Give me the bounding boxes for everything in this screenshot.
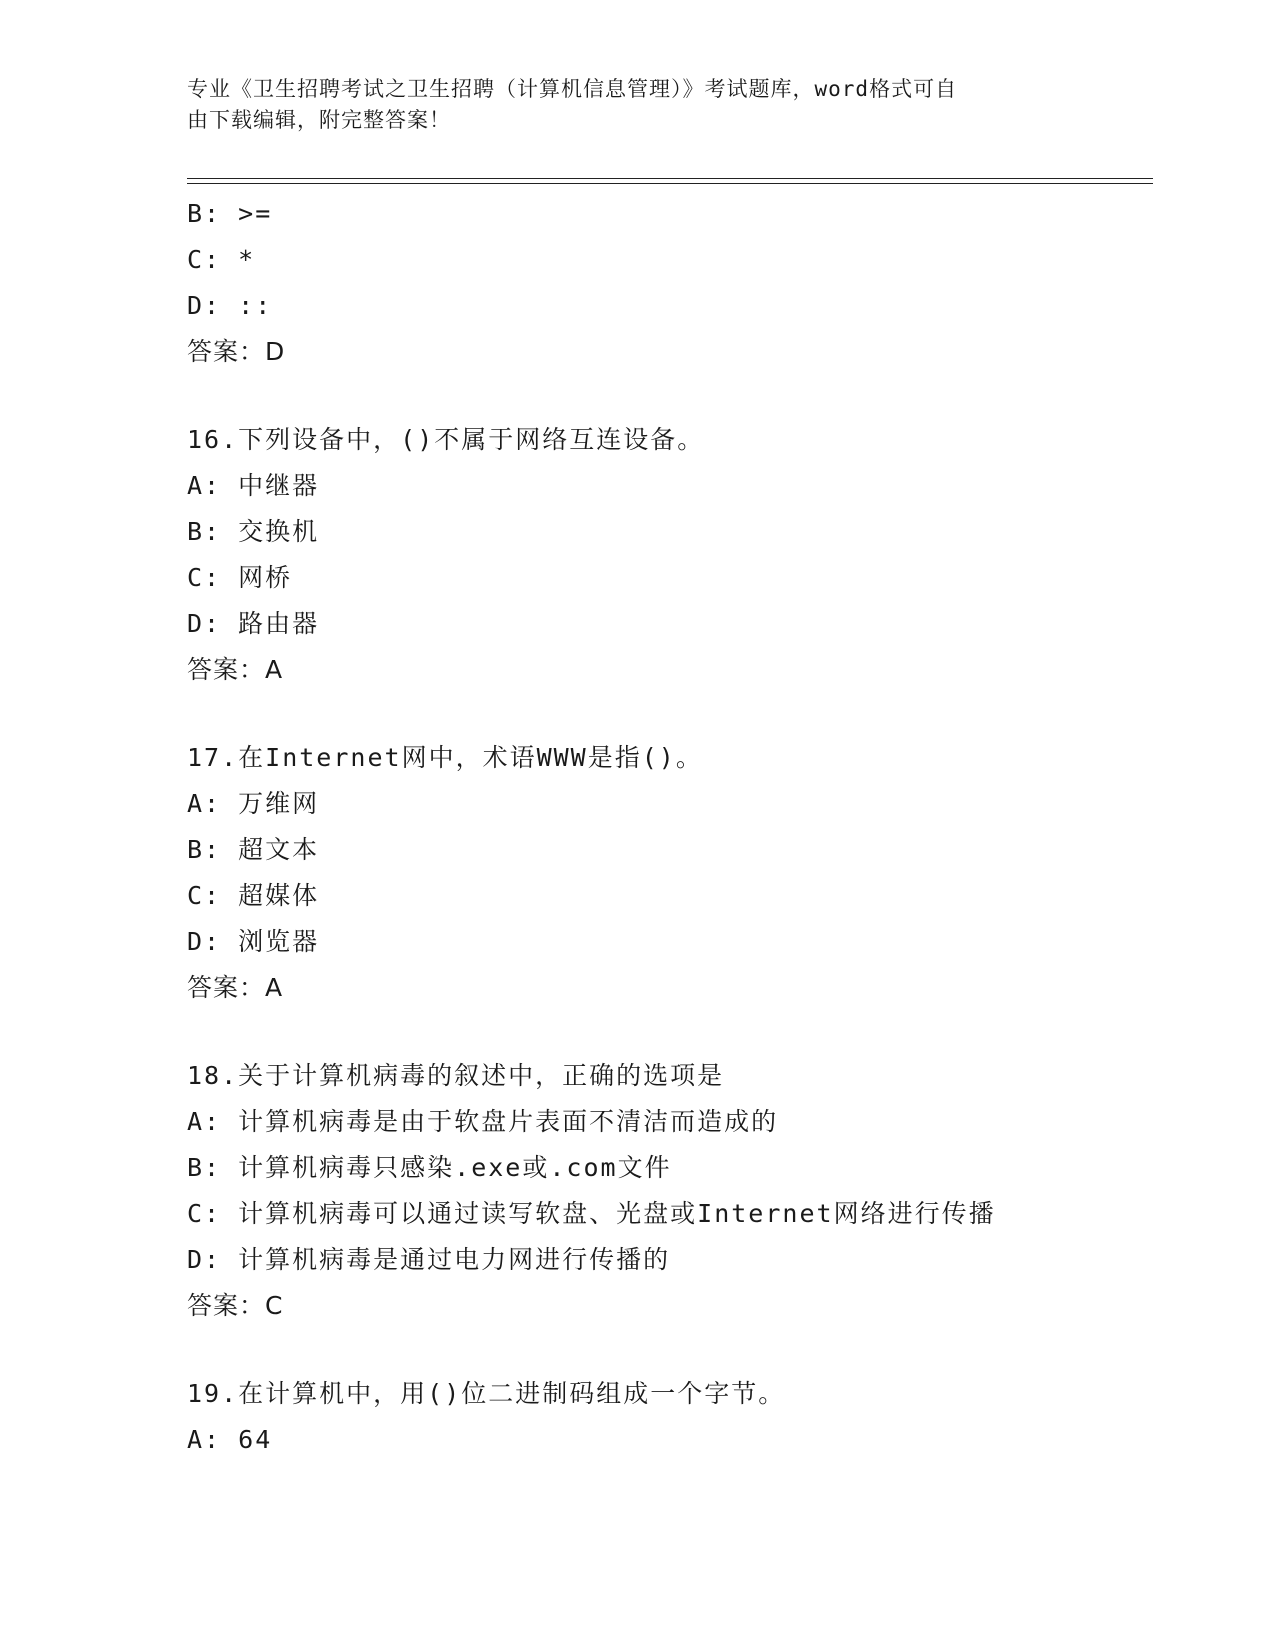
header-rule-bottom [187,183,1153,184]
option-b: B: 计算机病毒只感染.exe或.com文件 [187,1153,672,1182]
option-d: D: 浏览器 [187,927,320,956]
question-list [187,191,1137,1463]
answer-line: 答案：A [187,655,284,684]
answer-line: 答案：A [187,973,284,1002]
option-d: D: 计算机病毒是通过电力网进行传播的 [187,1245,671,1274]
question-text: 18.关于计算机病毒的叙述中，正确的选项是 [187,1061,725,1090]
option-c: C: 网桥 [187,563,293,592]
option-a: A: 万维网 [187,789,320,818]
header-line-1: 专业《卫生招聘考试之卫生招聘（计算机信息管理）》考试题库，word格式可自 [187,77,958,101]
question-text: 17.在Internet网中，术语WWW是指()。 [187,743,703,772]
question-text: 16.下列设备中，()不属于网络互连设备。 [187,425,705,454]
option-c: C: 超媒体 [187,881,320,910]
question-block-19 [187,1371,1137,1463]
option-b: B: 交换机 [187,517,320,546]
option-a: A: 64 [187,1425,273,1454]
question-block-15 [187,191,1137,375]
option-a: A: 计算机病毒是由于软盘片表面不清洁而造成的 [187,1107,779,1136]
option-b: B: >= [187,199,273,228]
question-block-16 [187,417,1137,693]
question-block-17 [187,735,1137,1011]
answer-line: 答案：C [187,1291,284,1320]
option-d: D: 路由器 [187,609,320,638]
question-block-18 [187,1053,1137,1329]
option-a: A: 中继器 [187,471,320,500]
option-b: B: 超文本 [187,835,320,864]
header-line-2: 由下载编辑，附完整答案！ [187,108,451,132]
option-d: D: :: [187,291,273,320]
option-c: C: 计算机病毒可以通过读写软盘、光盘或Internet网络进行传播 [187,1199,996,1228]
document-header [187,74,1067,136]
option-c: C: * [187,245,256,274]
answer-line: 答案：D [187,337,286,366]
header-rule-top [187,178,1153,179]
question-text: 19.在计算机中，用()位二进制码组成一个字节。 [187,1379,786,1408]
